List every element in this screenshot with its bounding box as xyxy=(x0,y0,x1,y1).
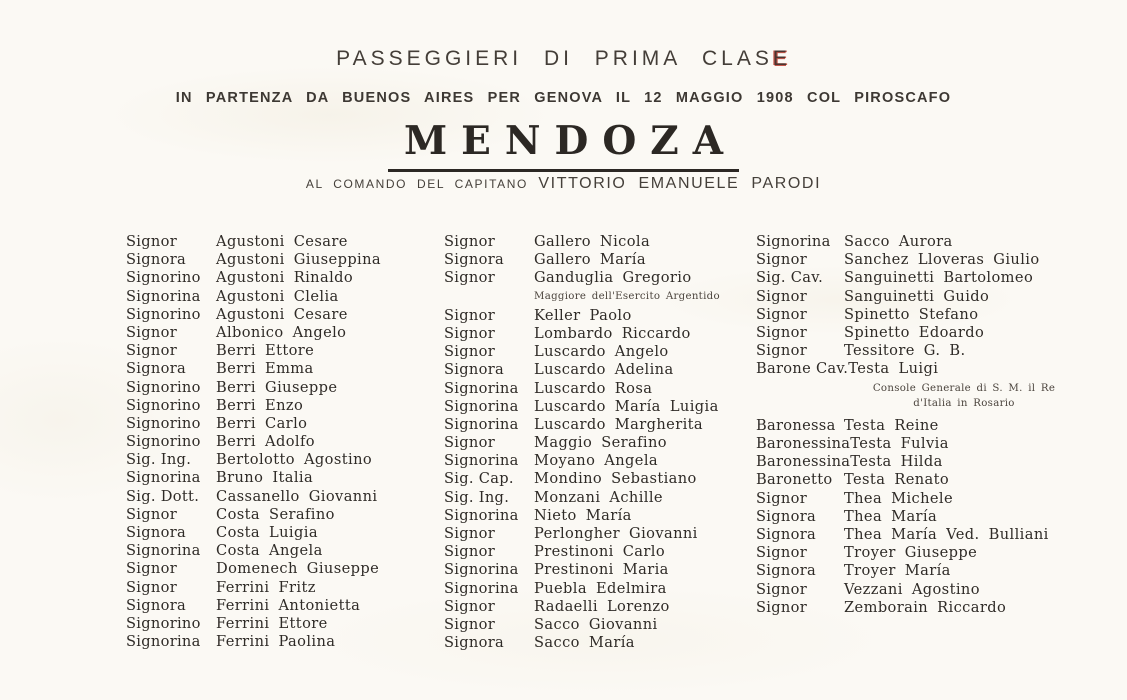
passenger-row xyxy=(126,360,426,378)
passenger-row xyxy=(444,233,744,251)
passenger-honorific: Signorina xyxy=(126,542,201,560)
passenger-honorific: Signor xyxy=(444,324,495,342)
passenger-row xyxy=(126,615,426,633)
passenger-honorific: Signorina xyxy=(444,561,519,579)
passenger-name: Luscardo Angelo xyxy=(534,343,669,361)
passenger-name: Tessitore G. B. xyxy=(844,342,966,360)
passenger-note xyxy=(756,379,1084,417)
passenger-name: Gallero María xyxy=(534,251,646,269)
passenger-name: Spinetto Stefano xyxy=(844,305,979,323)
passenger-honorific: Sig. Ing. xyxy=(444,488,510,506)
passenger-row xyxy=(126,597,426,615)
passenger-name: Agustoni Cesare xyxy=(216,233,348,250)
passenger-honorific: Sig. Cap. xyxy=(444,470,514,488)
passenger-name: Perlongher Giovanni xyxy=(534,525,698,542)
passenger-honorific: Signora xyxy=(444,251,504,269)
passenger-name: Domenech Giuseppe xyxy=(216,560,380,578)
passenger-name: Ferrini Paolina xyxy=(216,633,336,651)
passenger-honorific: Signora xyxy=(756,562,816,580)
passenger-name: Agustoni Giuseppina xyxy=(216,251,382,269)
ship-name-heading xyxy=(0,118,1127,172)
passenger-honorific: Signor xyxy=(444,543,495,561)
passenger-honorific: Signora xyxy=(126,360,186,378)
passenger-honorific: Signora xyxy=(126,524,186,541)
passenger-name: Testa Hilda xyxy=(850,453,943,471)
passenger-honorific: Signor xyxy=(756,287,807,305)
passenger-name: Puebla Edelmira xyxy=(534,579,667,597)
passenger-honorific: Signorino xyxy=(126,614,201,632)
document-title xyxy=(0,47,1127,71)
passenger-name: Agustoni Rinaldo xyxy=(216,269,354,287)
passenger-name: Maggio Serafino xyxy=(534,434,667,452)
passenger-row xyxy=(756,508,1111,526)
passenger-name: Berri Carlo xyxy=(216,414,308,432)
passenger-honorific: Signor xyxy=(126,233,177,250)
passenger-name: Luscardo Rosa xyxy=(534,379,653,397)
passenger-row xyxy=(126,469,426,487)
passenger-name: Keller Paolo xyxy=(534,306,632,324)
passenger-name: Sacco Aurora xyxy=(844,233,953,250)
passenger-row xyxy=(444,307,744,325)
passenger-column-3 xyxy=(756,233,1111,617)
passenger-honorific: Barone Cav. xyxy=(756,360,849,378)
passenger-row xyxy=(756,269,1111,287)
passenger-row xyxy=(444,251,744,269)
passenger-column-2 xyxy=(444,233,744,652)
passenger-row xyxy=(756,490,1111,508)
passenger-name: Gallero Nicola xyxy=(534,233,651,250)
passenger-honorific: Signorino xyxy=(126,269,201,287)
passenger-name: Thea María xyxy=(844,507,938,525)
passenger-honorific: Signorina xyxy=(126,287,201,305)
passenger-name: Prestinoni Maria xyxy=(534,561,669,579)
passenger-honorific: Signora xyxy=(756,507,816,525)
passenger-honorific: Sig. Ing. xyxy=(126,451,192,469)
passenger-row xyxy=(756,471,1111,489)
passenger-honorific: Signorina xyxy=(126,469,201,487)
passenger-honorific: Signora xyxy=(126,251,186,269)
passenger-name: Nieto María xyxy=(534,506,632,524)
passenger-name: Sanguinetti Guido xyxy=(844,287,990,305)
passenger-name: Luscardo Adelina xyxy=(534,361,674,379)
passenger-row xyxy=(756,453,1111,471)
passenger-honorific: Signor xyxy=(126,505,177,523)
passenger-honorific: Signor xyxy=(756,323,807,341)
passenger-name: Ganduglia Gregorio xyxy=(534,269,692,287)
passenger-row xyxy=(756,233,1111,251)
passenger-honorific: Signor xyxy=(126,560,177,578)
passenger-row xyxy=(444,598,744,616)
passenger-row xyxy=(444,507,744,525)
passenger-note-line: d'Italia in Rosario xyxy=(913,398,1015,410)
passenger-name: Testa Luigi xyxy=(848,360,939,378)
passenger-name: Ferrini Ettore xyxy=(216,614,328,632)
passenger-row xyxy=(126,633,426,651)
passenger-honorific: Signor xyxy=(756,544,807,562)
passenger-row xyxy=(126,542,426,560)
passenger-row xyxy=(756,562,1111,580)
passenger-name: Vezzani Agostino xyxy=(844,580,980,598)
passenger-name: Troyer Giuseppe xyxy=(844,544,978,562)
passenger-honorific: Signorina xyxy=(444,379,519,397)
passenger-row xyxy=(126,379,426,397)
passenger-name: Albonico Angelo xyxy=(216,323,347,341)
passenger-name: Bruno Italia xyxy=(216,469,314,487)
passenger-honorific: Signorina xyxy=(126,633,201,651)
passenger-row xyxy=(444,361,744,379)
passenger-note xyxy=(444,288,744,307)
passenger-name: Prestinoni Carlo xyxy=(534,543,666,561)
passenger-row xyxy=(756,435,1111,453)
passenger-row xyxy=(444,580,744,598)
passenger-honorific: Signorino xyxy=(126,305,201,323)
passenger-name: Sacco Giovanni xyxy=(534,615,658,633)
passenger-honorific: Signor xyxy=(444,434,495,452)
passenger-honorific: Baronetto xyxy=(756,471,833,489)
passenger-honorific: Signor xyxy=(444,597,495,615)
passenger-name: Sanchez Lloveras Giulio xyxy=(844,251,1040,269)
passenger-row xyxy=(444,543,744,561)
passenger-row xyxy=(126,433,426,451)
passenger-row xyxy=(444,634,744,652)
passenger-name: Agustoni Cesare xyxy=(216,305,348,323)
passenger-honorific: Sig. Cav. xyxy=(756,269,824,287)
passenger-row xyxy=(444,434,744,452)
passenger-row xyxy=(126,560,426,578)
passenger-name: Costa Angela xyxy=(216,542,323,560)
passenger-name: Thea Michele xyxy=(844,489,954,507)
captain-name: VITTORIO EMANUELE PARODI xyxy=(538,175,822,192)
passenger-honorific: Signorina xyxy=(444,452,519,470)
passenger-honorific: Signorina xyxy=(444,506,519,524)
passenger-honorific: Signorino xyxy=(126,396,201,414)
passenger-row xyxy=(126,506,426,524)
passenger-honorific: Signor xyxy=(126,323,177,341)
command-prefix: AL COMANDO DEL CAPITANO xyxy=(305,177,528,191)
passenger-row xyxy=(126,233,426,251)
passenger-honorific: Baronessina xyxy=(756,435,851,453)
document-title-corrected-letter: E xyxy=(772,47,791,70)
passenger-name: Spinetto Edoardo xyxy=(844,323,985,341)
passenger-honorific: Signor xyxy=(444,615,495,633)
passenger-honorific: Signora xyxy=(444,634,504,652)
passenger-name: Testa Reine xyxy=(844,416,939,434)
passenger-name: Berri Enzo xyxy=(216,396,304,414)
passenger-honorific: Signor xyxy=(756,489,807,507)
passenger-row xyxy=(126,269,426,287)
passenger-name: Berri Adolfo xyxy=(216,433,315,451)
passenger-row xyxy=(756,251,1111,269)
passenger-row xyxy=(444,343,744,361)
passenger-row xyxy=(756,288,1111,306)
passenger-honorific: Signor xyxy=(756,342,807,360)
passenger-row xyxy=(756,306,1111,324)
passenger-honorific: Signorina xyxy=(444,415,519,433)
passenger-row xyxy=(444,525,744,543)
passenger-row xyxy=(756,324,1111,342)
passenger-honorific: Sig. Dott. xyxy=(126,487,200,505)
passenger-name: Moyano Angela xyxy=(534,452,658,470)
passenger-name: Ferrini Antonietta xyxy=(216,596,361,614)
document-subtitle: IN PARTENZA DA BUENOS AIRES PER GENOVA IL 12 MAGGIO 1908 COL PIROSCAFO xyxy=(175,90,952,106)
passenger-row xyxy=(126,488,426,506)
passenger-name: Lombardo Riccardo xyxy=(534,324,691,342)
passenger-honorific: Signorina xyxy=(756,233,831,250)
passenger-row xyxy=(444,489,744,507)
document-title-text: PASSEGGIERI DI PRIMA CLAS xyxy=(336,47,773,70)
passenger-honorific: Signor xyxy=(756,305,807,323)
passenger-row xyxy=(126,415,426,433)
passenger-honorific: Signora xyxy=(444,361,504,379)
passenger-name: Luscardo María Luigia xyxy=(534,397,719,415)
passenger-name: Thea María Ved. Bulliani xyxy=(844,526,1049,544)
passenger-honorific: Baronessa xyxy=(756,416,836,434)
passenger-honorific: Signor xyxy=(444,233,495,250)
passenger-row xyxy=(756,526,1111,544)
passenger-honorific: Signor xyxy=(756,580,807,598)
passenger-name: Troyer María xyxy=(844,562,951,580)
passenger-row xyxy=(126,524,426,542)
passenger-row xyxy=(444,452,744,470)
passenger-name: Zemborain Riccardo xyxy=(844,598,1007,616)
passenger-row xyxy=(126,451,426,469)
passenger-name: Sacco María xyxy=(534,634,635,652)
passenger-name: Berri Giuseppe xyxy=(216,378,338,396)
passenger-honorific: Signorina xyxy=(444,397,519,415)
passenger-honorific: Signor xyxy=(444,343,495,361)
passenger-row xyxy=(126,251,426,269)
passenger-row xyxy=(756,417,1111,435)
passenger-row xyxy=(126,397,426,415)
passenger-name: Berri Ettore xyxy=(216,342,315,360)
passenger-honorific: Signorino xyxy=(126,433,201,451)
passenger-honorific: Signorino xyxy=(126,414,201,432)
passenger-honorific: Signor xyxy=(444,269,495,287)
passenger-name: Costa Serafino xyxy=(216,505,335,523)
passenger-row xyxy=(444,416,744,434)
passenger-name: Radaelli Lorenzo xyxy=(534,597,670,615)
passenger-name: Berri Emma xyxy=(216,360,314,378)
passenger-row xyxy=(756,599,1111,617)
passenger-name: Luscardo Margherita xyxy=(534,415,704,433)
passenger-row xyxy=(126,306,426,324)
passenger-row xyxy=(444,561,744,579)
passenger-row xyxy=(756,342,1111,360)
passenger-row xyxy=(444,616,744,634)
passenger-honorific: Signora xyxy=(756,526,816,544)
passenger-row xyxy=(126,324,426,342)
passenger-name: Costa Luigia xyxy=(216,524,318,541)
passenger-row xyxy=(756,360,1111,378)
passenger-name: Testa Fulvia xyxy=(850,435,949,453)
passenger-row xyxy=(126,579,426,597)
passenger-row xyxy=(126,342,426,360)
passenger-name: Testa Renato xyxy=(844,471,950,489)
passenger-row xyxy=(444,380,744,398)
passenger-name: Ferrini Fritz xyxy=(216,578,316,596)
passenger-honorific: Signor xyxy=(126,578,177,596)
passenger-name: Mondino Sebastiano xyxy=(534,470,697,488)
passenger-honorific: Signorino xyxy=(126,378,201,396)
passenger-name: Sanguinetti Bartolomeo xyxy=(844,269,1034,287)
passenger-honorific: Signor xyxy=(756,251,807,269)
passenger-honorific: Signorina xyxy=(444,579,519,597)
passenger-row xyxy=(756,544,1111,562)
passenger-honorific: Signor xyxy=(756,598,807,616)
passenger-honorific: Signor xyxy=(126,342,177,360)
passenger-honorific: Signora xyxy=(126,596,186,614)
passenger-honorific: Signor xyxy=(444,525,495,542)
passenger-name: Cassanello Giovanni xyxy=(216,487,378,505)
passenger-row xyxy=(756,581,1111,599)
passenger-name: Bertolotto Agostino xyxy=(216,451,373,469)
passenger-name: Monzani Achille xyxy=(534,488,663,506)
passenger-honorific: Signor xyxy=(444,306,495,324)
passenger-row xyxy=(444,398,744,416)
passenger-honorific: Baronessina xyxy=(756,453,851,471)
passenger-row xyxy=(444,269,744,287)
passenger-note-line: Maggiore dell'Esercito Argentido xyxy=(534,290,720,302)
captain-line xyxy=(0,175,1127,193)
passenger-row xyxy=(126,288,426,306)
ship-name: MENDOZA xyxy=(388,118,739,172)
passenger-note-line: Console Generale di S. M. il Re xyxy=(872,382,1056,394)
passenger-row xyxy=(444,325,744,343)
passenger-name: Agustoni Clelia xyxy=(216,287,339,305)
passenger-column-1 xyxy=(126,233,426,651)
passenger-row xyxy=(444,470,744,488)
